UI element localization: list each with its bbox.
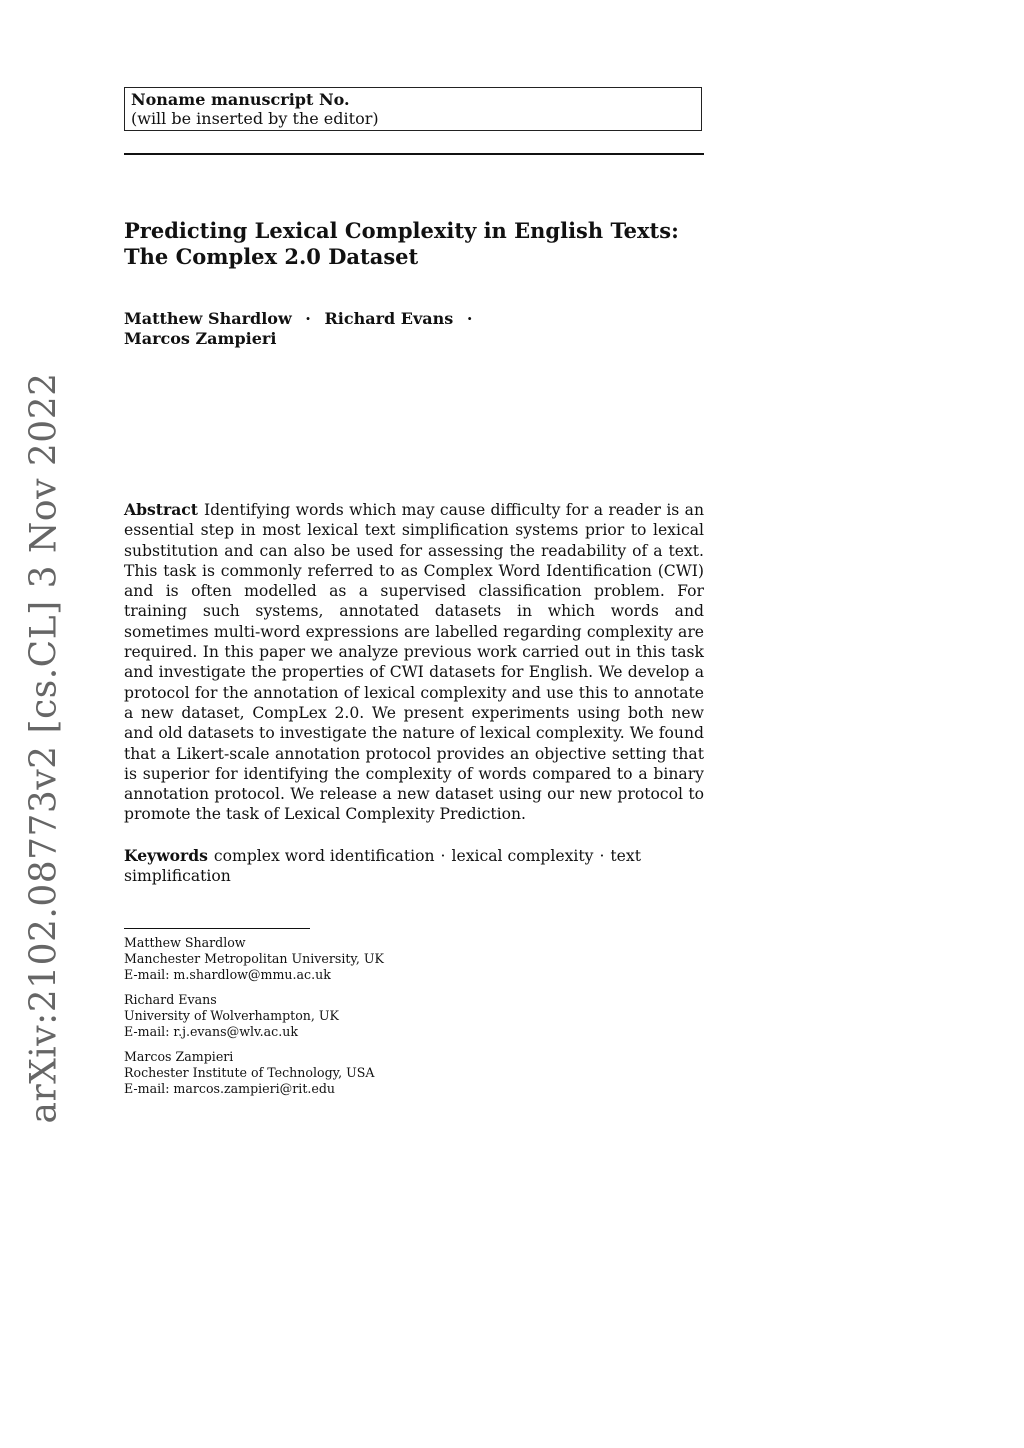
author-separator: · — [466, 309, 473, 328]
author-name: Matthew Shardlow — [124, 309, 292, 328]
keyword-separator: · — [440, 847, 446, 865]
manuscript-box — [124, 87, 702, 131]
affiliation-block — [124, 935, 524, 983]
affiliation-block — [124, 1049, 524, 1097]
header-rule — [124, 153, 704, 155]
author-name: Richard Evans — [324, 309, 454, 328]
affiliation-name: Marcos Zampieri — [124, 1049, 234, 1064]
footnote-rule — [124, 928, 310, 929]
keyword: lexical complexity — [451, 847, 594, 865]
keywords — [124, 846, 704, 887]
affiliation-name: Richard Evans — [124, 992, 217, 1007]
keywords-label: Keywords — [124, 846, 208, 865]
keyword-separator: · — [599, 847, 605, 865]
manuscript-title: Noname manuscript No. — [131, 90, 350, 109]
affiliation-email: E-mail: marcos.zampieri@rit.edu — [124, 1081, 336, 1096]
affiliation-block — [124, 992, 524, 1040]
affiliation-email: E-mail: r.j.evans@wlv.ac.uk — [124, 1024, 298, 1039]
author-list — [124, 309, 624, 349]
affiliation-institution: University of Wolverhampton, UK — [124, 1008, 339, 1023]
affiliation-institution: Manchester Metropolitan University, UK — [124, 951, 384, 966]
abstract-label: Abstract — [124, 500, 199, 519]
keyword: complex word identification — [213, 847, 435, 865]
paper-title: Predicting Lexical Complexity in English Texts: The Complex 2.0 Dataset — [124, 218, 679, 269]
affiliation-name: Matthew Shardlow — [124, 935, 246, 950]
author-name: Marcos Zampieri — [124, 329, 277, 348]
author-separator: · — [305, 309, 311, 328]
abstract-text: Identifying words which may cause difficulty for a reader is an essential step in most lexical text simplification systems prior to lexical substitution and can also be used for assessing the readability of a text. This task is commonly referred to as Complex Word Identification (CWI) and is often modelled as a supervised classification problem. For training such systems, annotated datasets in which words and sometimes multi-word expressions are labelled regarding complexity are required. In this paper we analyze previous work carried out in this task and investigate the properties of CWI datasets for English. We develop a protocol for the annotation of lexical complexity and use this to annotate a new dataset, CompLex 2.0. We present experiments using both new and old datasets to investigate the nature of lexical complexity. We found that a Likert-scale annotation protocol provides an objective setting that is superior for identifying the complexity of words compared to a binary annotation protocol. We release a new dataset using our new protocol to promote the task of Lexical Complexity Prediction. — [124, 501, 704, 824]
keyword: text simplification — [124, 847, 641, 886]
affiliation-institution: Rochester Institute of Technology, USA — [124, 1065, 375, 1080]
arxiv-identifier: arXiv:2102.08773v2 [cs.CL] 3 Nov 2022 — [23, 372, 65, 1124]
affiliation-email: E-mail: m.shardlow@mmu.ac.uk — [124, 967, 331, 982]
manuscript-subtitle: (will be inserted by the editor) — [131, 109, 379, 128]
abstract — [124, 500, 704, 825]
